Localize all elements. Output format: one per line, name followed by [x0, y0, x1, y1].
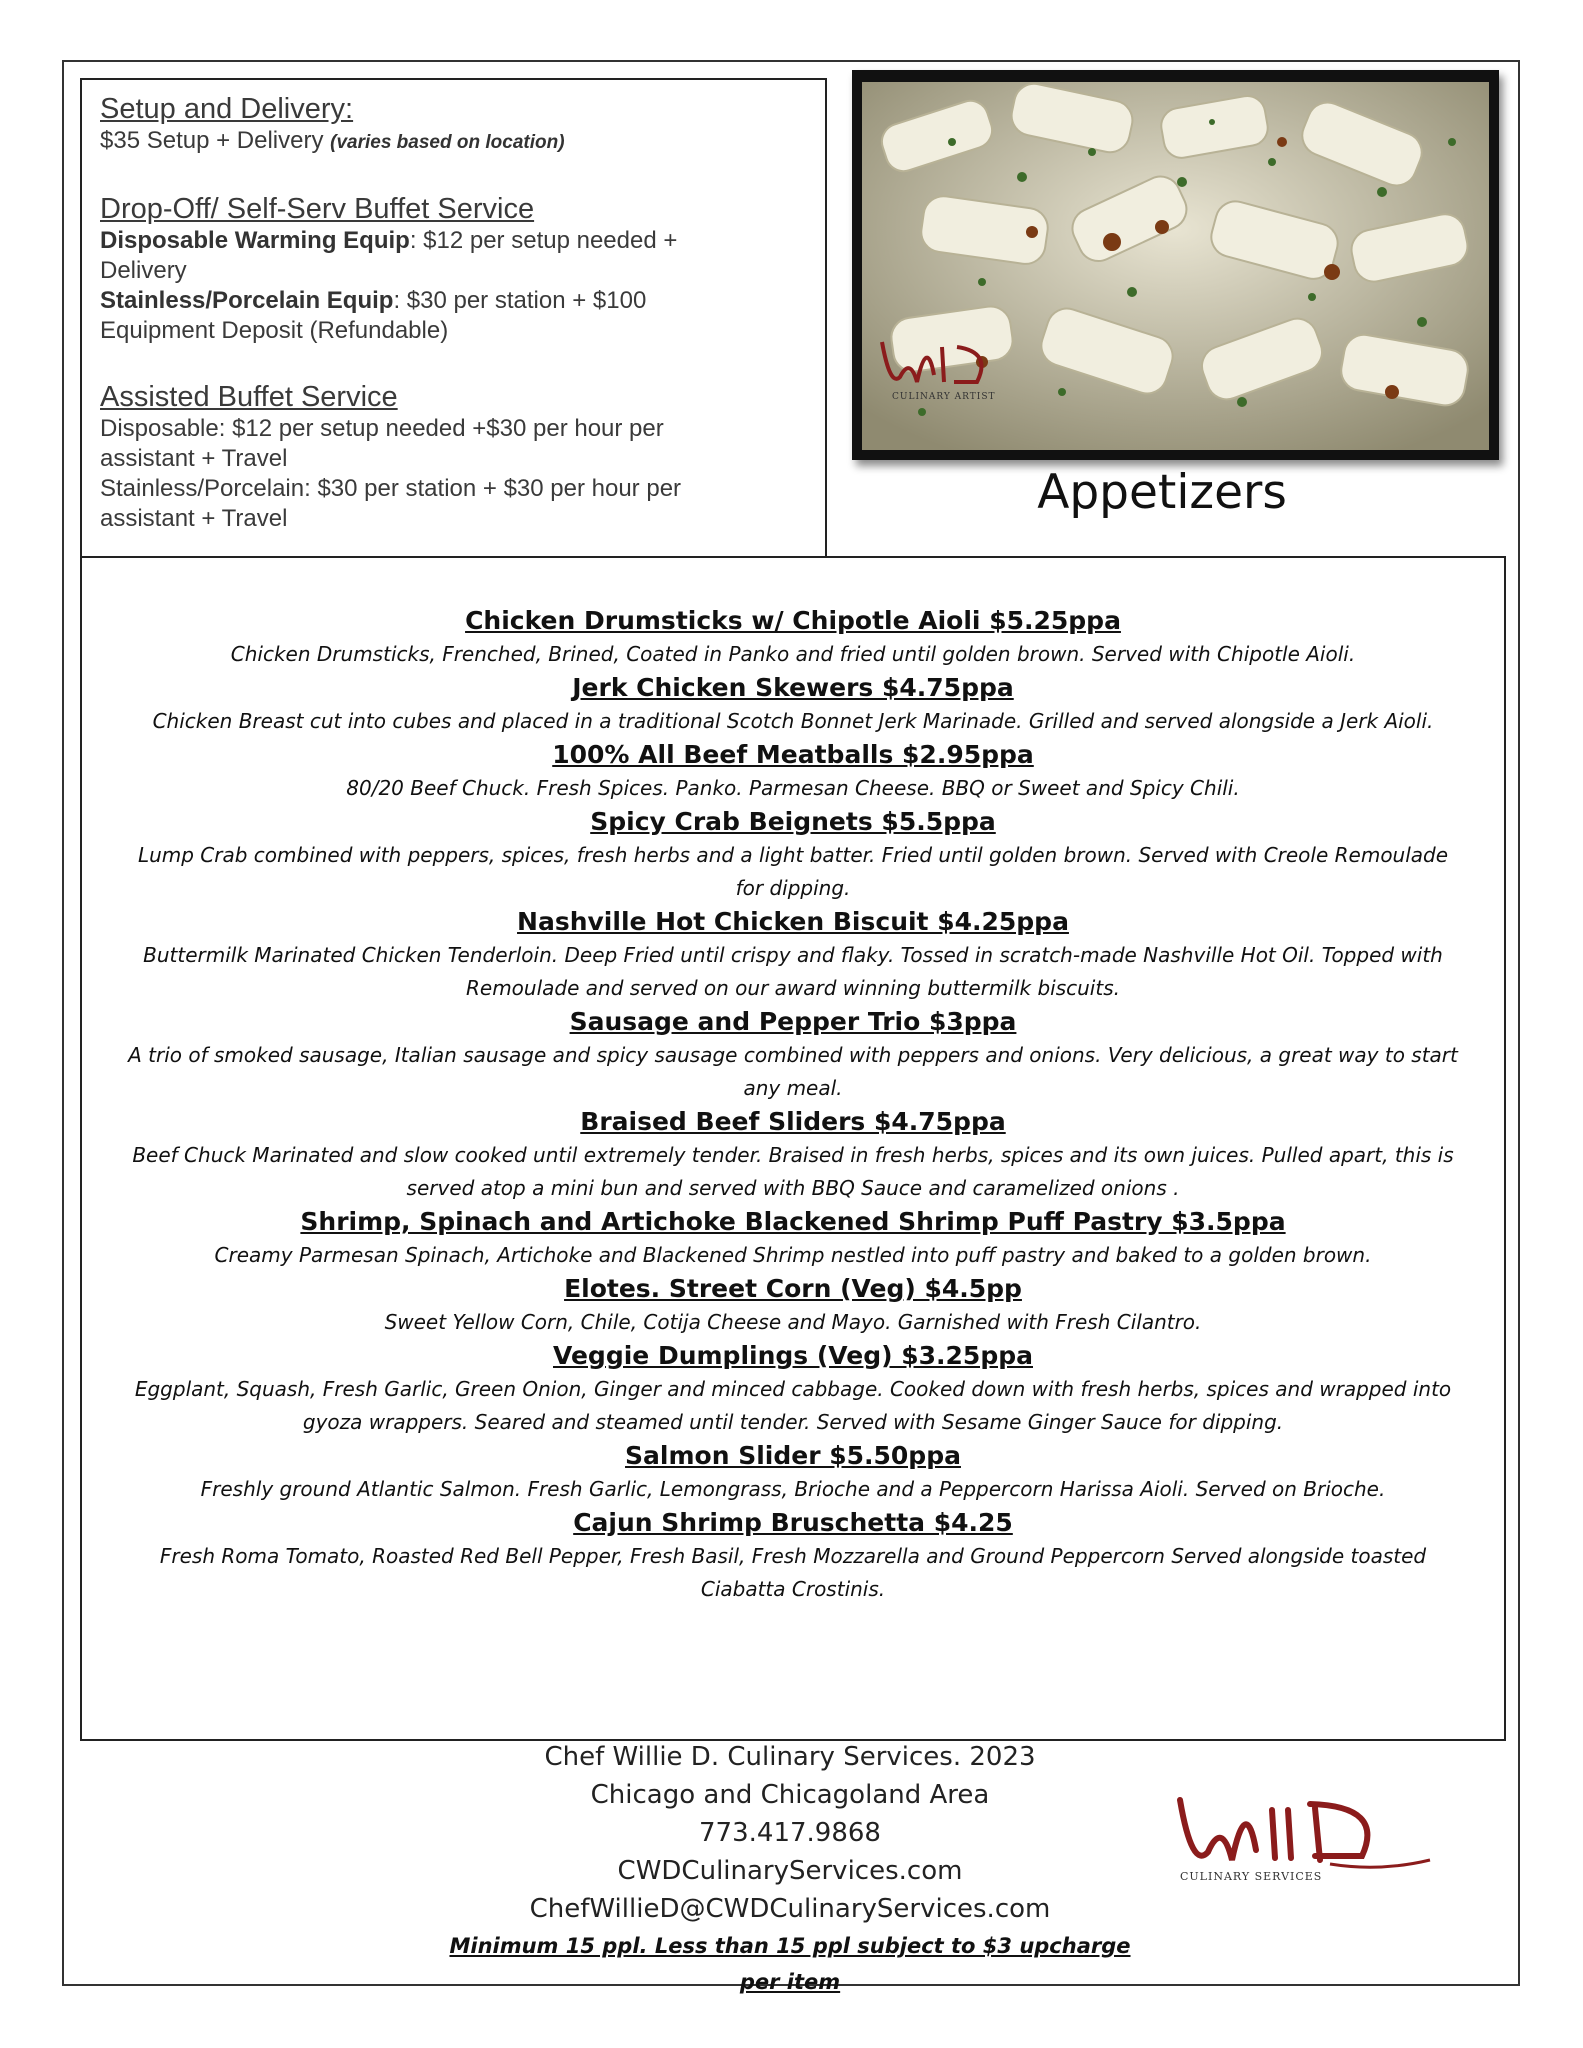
footer-logo-subtitle: CULINARY SERVICES — [1180, 1870, 1323, 1883]
assisted-line-1: Disposable: $12 per setup needed +$30 per hour per — [100, 415, 664, 442]
menu-item-description: Ciabatta Crostinis. — [700, 1577, 886, 1601]
menu-box — [80, 556, 1506, 1741]
menu-item-title: Jerk Chicken Skewers $4.75ppa — [572, 673, 1014, 702]
menu-item-title: Elotes. Street Corn (Veg) $4.5pp — [564, 1274, 1022, 1303]
footer-phone: 773.417.9868 — [699, 1818, 881, 1848]
menu-item-description: Eggplant, Squash, Fresh Garlic, Green Onion, Ginger and minced cabbage. Cooked down with fresh herbs, spices and wrapped into — [134, 1377, 1452, 1401]
assisted-heading: Assisted Buffet Service — [100, 381, 398, 413]
menu-item-description: 80/20 Beef Chuck. Fresh Spices. Panko. Parmesan Cheese. BBQ or Sweet and Spicy Chili. — [346, 776, 1240, 800]
assisted-line-4: assistant + Travel — [100, 505, 288, 532]
menu-item-description: Chicken Breast cut into cubes and placed in a traditional Scotch Bonnet Jerk Marinade. Grilled and served alongside a Jerk Aioli. — [152, 709, 1434, 733]
menu-item-title: Salmon Slider $5.50ppa — [625, 1441, 961, 1470]
photo-logo-mark — [872, 327, 1012, 407]
setup-line — [100, 126, 807, 158]
menu-item-title: Chicken Drumsticks w/ Chipotle Aioli $5.25ppa — [465, 606, 1121, 635]
disposable-label: Disposable Warming Equip — [100, 227, 410, 254]
menu-item-description: Chicken Drumsticks, Frenched, Brined, Coated in Panko and fried until golden brown. Served with Chipotle Aioli. — [230, 642, 1356, 666]
assisted-line-3: Stainless/Porcelain: $30 per station + $30 per hour per — [100, 475, 682, 502]
photo-logo-subtitle: CULINARY ARTIST — [892, 392, 996, 402]
dropoff-heading: Drop-Off/ Self-Serv Buffet Service — [100, 193, 535, 225]
menu-item-title: Nashville Hot Chicken Biscuit $4.25ppa — [517, 907, 1069, 936]
menu-item-description: Beef Chuck Marinated and slow cooked until extremely tender. Braised in fresh herbs, spices and its own juices. Pulled apart, this is — [132, 1143, 1454, 1167]
stainless-line — [100, 286, 807, 316]
footer-area: Chicago and Chicagoland Area — [590, 1780, 990, 1810]
menu-item-title: Braised Beef Sliders $4.75ppa — [580, 1107, 1006, 1136]
menu-item-description: gyoza wrappers. Seared and steamed until tender. Served with Sesame Ginger Sauce for dipping. — [302, 1410, 1284, 1434]
setup-price: $35 Setup + Delivery — [100, 127, 324, 154]
menu-item-title: Sausage and Pepper Trio $3ppa — [569, 1007, 1017, 1036]
menu-item-description: Freshly ground Atlantic Salmon. Fresh Garlic, Lemongrass, Brioche and a Peppercorn Harissa Aioli. Served on Brioche. — [200, 1477, 1386, 1501]
menu-item-description: A trio of smoked sausage, Italian sausage and spicy sausage combined with peppers and onions. Very delicious, a great way to start — [128, 1043, 1458, 1067]
menu-item-title: Spicy Crab Beignets $5.5ppa — [590, 807, 996, 836]
pasta-photo — [862, 82, 1489, 450]
footer-logo — [1170, 1780, 1440, 1890]
footer — [440, 1738, 1140, 2000]
setup-heading: Setup and Delivery: — [100, 93, 354, 125]
stainless-text: : $30 per station + $100 — [393, 287, 647, 314]
section-title: Appetizers — [1037, 465, 1287, 520]
menu-item-title: 100% All Beef Meatballs $2.95ppa — [552, 740, 1034, 769]
minimum-note: Minimum 15 ppl. Less than 15 ppl subject to $3 upcharge per item — [449, 1934, 1131, 1994]
service-info-box — [80, 78, 827, 558]
menu-item-title: Cajun Shrimp Bruschetta $4.25 — [573, 1508, 1013, 1537]
stainless-label: Stainless/Porcelain Equip — [100, 287, 394, 314]
menu-item-description: Creamy Parmesan Spinach, Artichoke and Blackened Shrimp nestled into puff pastry and baked to a golden brown. — [214, 1243, 1372, 1267]
setup-note: (varies based on location) — [330, 132, 565, 153]
menu-item-description: Fresh Roma Tomato, Roasted Red Bell Pepper, Fresh Basil, Fresh Mozzarella and Ground Peppercorn Served alongside toasted — [159, 1544, 1427, 1568]
footer-website: CWDCulinaryServices.com — [617, 1856, 963, 1886]
menu-item-description: Remoulade and served on our award winning buttermilk biscuits. — [466, 976, 1120, 1000]
menu-item-description: served atop a mini bun and served with BBQ Sauce and caramelized onions . — [406, 1176, 1180, 1200]
menu-item-title: Shrimp, Spinach and Artichoke Blackened Shrimp Puff Pastry $3.5ppa — [300, 1207, 1286, 1236]
disposable-line — [100, 226, 807, 256]
menu-item-title: Veggie Dumplings (Veg) $3.25ppa — [553, 1341, 1033, 1370]
disposable-text: : $12 per setup needed + — [409, 227, 678, 254]
menu-item-description: any meal. — [743, 1076, 843, 1100]
assisted-line-2: assistant + Travel — [100, 445, 288, 472]
menu-item-description: for dipping. — [735, 876, 851, 900]
food-photo-frame — [852, 70, 1499, 460]
stainless-line-2: Equipment Deposit (Refundable) — [100, 317, 449, 344]
footer-business: Chef Willie D. Culinary Services. 2023 — [544, 1742, 1036, 1772]
footer-email: ChefWillieD@CWDCulinaryServices.com — [529, 1894, 1051, 1924]
menu-item-description: Buttermilk Marinated Chicken Tenderloin. Deep Fried until crispy and flaky. Tossed in scratch-made Nashville Hot Oil. Topped with — [143, 943, 1443, 967]
menu-list — [102, 604, 1484, 1606]
disposable-line-2: Delivery — [100, 257, 187, 284]
menu-item-description: Sweet Yellow Corn, Chile, Cotija Cheese and Mayo. Garnished with Fresh Cilantro. — [384, 1310, 1202, 1334]
menu-item-description: Lump Crab combined with peppers, spices, fresh herbs and a light batter. Fried until golden brown. Served with Creole Remoulade — [137, 843, 1449, 867]
